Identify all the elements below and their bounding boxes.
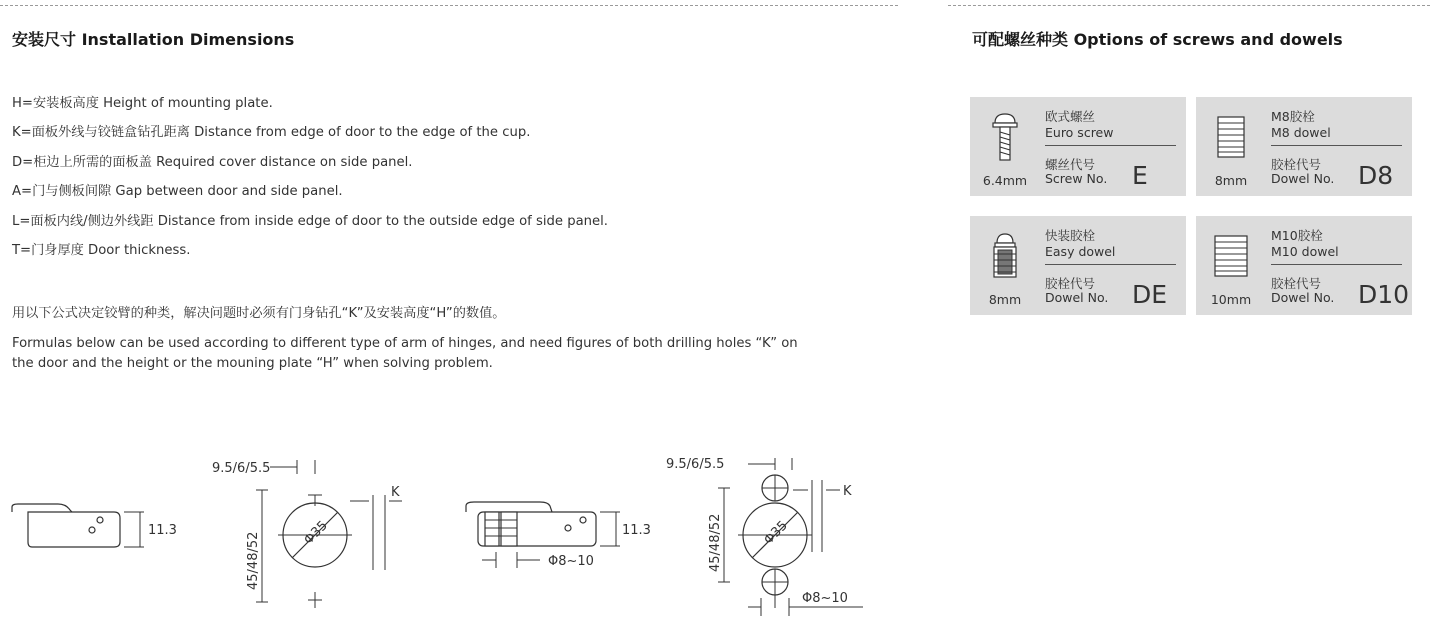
option-size: 10mm — [1210, 292, 1252, 307]
definition-t: T=门身厚度 Door thickness. — [12, 242, 191, 258]
option-name-cn: M10胶栓 — [1271, 228, 1323, 243]
cup2-spacing-label: 45/48/52 — [708, 513, 723, 572]
installation-drawings — [0, 440, 900, 632]
cup2-hole-label: Φ8~10 — [802, 591, 848, 606]
definition-a: A=门与侧板间隙 Gap between door and side panel. — [12, 184, 343, 200]
option-code: D10 — [1358, 280, 1410, 309]
cup2-diameter-label: Φ35 — [761, 518, 791, 548]
cup2-k-label: K — [843, 484, 852, 499]
euro-screw-icon — [984, 111, 1026, 163]
plate1-height-label: 11.3 — [148, 523, 177, 538]
option-divider — [1045, 264, 1176, 265]
cup1-spacing-label: 45/48/52 — [246, 531, 261, 590]
cup1-offset-label: 9.5/6/5.5 — [212, 461, 271, 476]
cup-drilling-pattern-1 — [256, 460, 402, 608]
plate2-height-label: 11.3 — [622, 523, 651, 538]
options-title: 可配螺丝种类 Options of screws and dowels — [972, 30, 1343, 49]
option-no-cn: 螺丝代号 — [1045, 157, 1096, 172]
cup2-offset-label: 9.5/6/5.5 — [666, 457, 725, 472]
definition-list — [12, 94, 608, 270]
option-no-cn: 胶栓代号 — [1045, 276, 1096, 291]
top-divider-right — [948, 5, 1430, 6]
option-size: 8mm — [1214, 173, 1248, 188]
option-card-m8-dowel — [1196, 97, 1412, 196]
option-card-euro-screw — [970, 97, 1186, 196]
option-divider — [1271, 145, 1402, 146]
mounting-plate-side-view — [12, 504, 144, 547]
definition-k: K=面板外线与铰链盒钻孔距离 Distance from edge of door to the edge of the cup. — [12, 125, 531, 141]
option-size: 6.4mm — [982, 173, 1028, 188]
mounting-plate-dowel-view — [466, 502, 620, 568]
easy-dowel-icon — [984, 230, 1026, 282]
option-code: E — [1132, 161, 1148, 190]
option-code: DE — [1132, 280, 1168, 309]
option-card-m10-dowel — [1196, 216, 1412, 315]
option-no-cn: 胶栓代号 — [1271, 276, 1322, 291]
option-card-easy-dowel — [970, 216, 1186, 315]
plate2-hole-label: Φ8~10 — [548, 554, 594, 569]
definition-l: L=面板内线/侧边外线距 Distance from inside edge of door to the outside edge of side panel. — [12, 213, 608, 229]
top-divider-left — [0, 5, 898, 6]
cup1-diameter-label: Φ35 — [301, 518, 331, 548]
m8-dowel-icon — [1210, 111, 1252, 163]
option-name-cn: 快装胶栓 — [1045, 228, 1096, 243]
m10-dowel-icon — [1210, 230, 1252, 282]
option-code: D8 — [1358, 161, 1394, 190]
option-no-en: Dowel No. — [1271, 290, 1335, 305]
formula-note-en: Formulas below can be used according to different type of arm of hinges, and need figures of both drilling holes “K” on the door and the height or the mouning plate “H” when solving problem. — [12, 336, 798, 371]
option-size: 8mm — [988, 292, 1022, 307]
option-name-en: M8 dowel — [1271, 125, 1331, 140]
formula-note-cn: 用以下公式决定铰臂的种类，解决问题时必须有门身钻孔“K”及安装高度“H”的数值。 — [12, 306, 506, 321]
option-no-en: Dowel No. — [1271, 171, 1335, 186]
option-name-cn: M8胶栓 — [1271, 109, 1315, 124]
definition-d: D=柜边上所需的面板盖 Required cover distance on side panel. — [12, 154, 413, 170]
option-no-en: Dowel No. — [1045, 290, 1109, 305]
definition-h: H=安装板高度 Height of mounting plate. — [12, 96, 273, 111]
installation-title: 安装尺寸 Installation Dimensions — [12, 30, 295, 49]
cup1-k-label: K — [391, 485, 400, 500]
option-divider — [1045, 145, 1176, 146]
option-divider — [1271, 264, 1402, 265]
option-name-cn: 欧式螺丝 — [1045, 109, 1096, 124]
option-name-en: Euro screw — [1045, 125, 1114, 140]
option-name-en: M10 dowel — [1271, 244, 1339, 259]
option-no-en: Screw No. — [1045, 171, 1108, 186]
option-no-cn: 胶栓代号 — [1271, 157, 1322, 172]
option-name-en: Easy dowel — [1045, 244, 1116, 259]
